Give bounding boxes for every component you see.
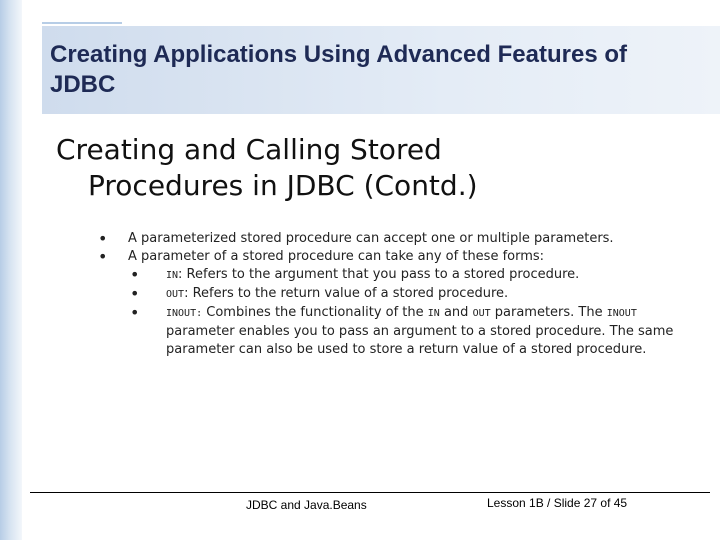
footer-course-name: JDBC and Java.Beans: [246, 498, 367, 512]
sub-bullet-dot-icon: •: [130, 265, 140, 284]
bullet-list: [98, 230, 698, 359]
bullet-item: [98, 230, 698, 248]
slide-title: Creating Applications Using Advanced Features of JDBC: [50, 41, 627, 98]
bullet-text: A parameter of a stored procedure can take any of these forms:: [128, 249, 545, 264]
bullet-text: A parameterized stored procedure can accept one or multiple parameters.: [128, 231, 614, 246]
sub-bullet-item: [98, 266, 698, 285]
code-in: IN: [166, 270, 179, 281]
sub-bullet-text: parameter enables you to pass an argument to a stored procedure. The same parameter can also be used to store a return value of a stored procedure.: [166, 324, 674, 357]
code-out: OUT: [166, 289, 185, 300]
heading-line-2: Procedures in JDBC (Contd.): [88, 169, 478, 202]
sub-bullet-dot-icon: •: [130, 303, 140, 322]
bullet-dot-icon: •: [98, 247, 108, 266]
heading-line-1: Creating and Calling Stored: [56, 133, 442, 166]
sub-bullet-text: Combines the functionality of the: [202, 305, 428, 320]
bullet-item: [98, 248, 698, 266]
code-out: OUT: [472, 308, 491, 319]
footer-divider: [30, 492, 710, 493]
slide-heading: [56, 132, 676, 204]
code-inout: INOUT: [606, 308, 637, 319]
footer-slide-number: Lesson 1B / Slide 27 of 45: [487, 496, 628, 510]
sub-bullet-dot-icon: •: [130, 284, 140, 303]
sub-bullet-text: : Refers to the argument that you pass to a stored procedure.: [178, 267, 580, 282]
sub-bullet-item: [98, 285, 698, 304]
left-decorative-bar: [0, 0, 22, 540]
sub-bullet-item: [98, 304, 698, 359]
code-inout: INOUT:: [166, 308, 203, 319]
sub-bullet-text: parameters. The: [490, 305, 607, 320]
title-accent-line: [42, 22, 122, 24]
code-in: IN: [427, 308, 440, 319]
sub-bullet-text: and: [439, 305, 473, 320]
bullet-dot-icon: •: [98, 229, 108, 248]
sub-bullet-text: : Refers to the return value of a stored procedure.: [184, 286, 509, 301]
